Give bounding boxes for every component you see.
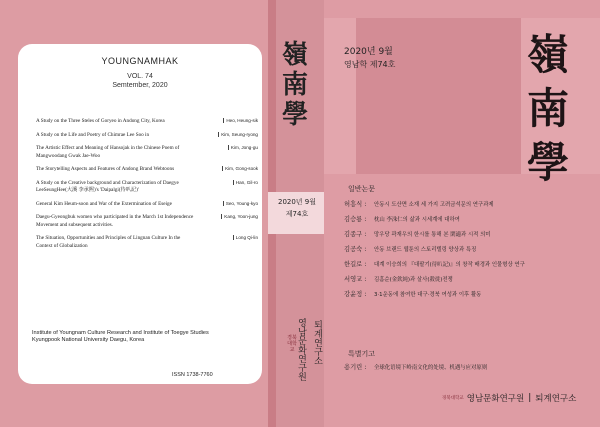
toc-item: [36, 145, 258, 160]
toc-item-author: Kim, Gong-sook: [222, 166, 258, 171]
table-of-contents: [36, 118, 258, 256]
toc-item: [36, 166, 258, 174]
front-title-char: 嶺: [526, 30, 569, 79]
toc-item: [36, 118, 258, 126]
list-item: [344, 214, 600, 229]
back-cover-header: [18, 56, 262, 90]
spine-title-char: 嶺: [281, 40, 308, 70]
toc-item: [36, 180, 258, 195]
publisher-institute-2: 퇴계연구소: [535, 394, 577, 404]
toc-item: [36, 132, 258, 140]
spine-title: [281, 40, 309, 130]
article-author: 서영교 :: [344, 276, 367, 283]
spine-title-char: 南: [281, 70, 308, 100]
spine-issue-date: 2020년 9월: [277, 198, 317, 206]
issn: ISSN 1738-7760: [172, 372, 213, 378]
article-author: 강윤정 :: [344, 291, 367, 298]
volume: VOL. 74: [127, 73, 153, 80]
article-title: 망우당 곽재우의 한시를 통해 본 閑適과 시적 의미: [374, 232, 491, 238]
spine-issue-number: 제74호: [285, 210, 309, 218]
publisher: [442, 392, 576, 404]
front-issue-date: 2020년 9월: [344, 47, 393, 57]
article-author: 허흥식 :: [344, 201, 367, 208]
front-cover-inner-panel: [356, 18, 521, 174]
article-title: 안동시 도산면 소재 세 가지 고려금석문의 연구과제: [374, 202, 494, 208]
magazine-title: YOUNGNAMHAK: [101, 56, 179, 66]
front-title-char: 學: [526, 138, 569, 187]
article-author: 용기린 :: [344, 364, 367, 371]
toc-item-title: Daegu-Gyeongbuk women who participated in the March 1st Independence Movement and subsequent activities.: [36, 214, 194, 228]
article-title: 안동 브랜드 웹툰의 스토리텔링 양상과 특징: [374, 247, 477, 253]
toc-item-author: Kim, Jong-gu: [228, 145, 258, 150]
institute-address: Institute of Youngnam Culture Research and Institute of Toegye Studies Kyungpook National University Daegu, Korea: [32, 330, 209, 343]
list-item: [344, 289, 600, 304]
spine-issue: [272, 196, 322, 220]
toc-item-title: The Situation, Opportunities and Principles of Lingnan Culture In the Context of Globalization: [36, 235, 181, 249]
toc-item-title: A Study on the Three Steles of Goryeo in Andong City, Korea: [36, 118, 165, 124]
toc-item-author: Kim, Seung-ryong: [218, 132, 258, 137]
toc-item-author: Long Qi-lin: [233, 235, 258, 240]
front-title: [520, 28, 576, 190]
issue-date: Semtember, 2020: [112, 82, 168, 89]
toc-item: [36, 201, 258, 209]
toc-item-author: Heo, Heung-sik: [223, 118, 258, 123]
section-special-heading: 특별기고: [348, 350, 376, 358]
article-author: 김종구 :: [344, 231, 367, 238]
publisher-institute-1: 영남문화연구원: [466, 394, 525, 404]
list-item: [344, 229, 600, 244]
spine-institute-1: 영남문화연구원: [296, 318, 306, 381]
university-logo-icon: 경북대학교: [442, 395, 464, 401]
university-logo-icon: 경북대학교: [287, 335, 297, 353]
toc-item-author: Kang, Yoon-jung: [221, 214, 258, 219]
article-title: 全球化语境下岭南文化的处境、机遇与应对原则: [374, 365, 488, 371]
section-general-heading: 일반논문: [348, 185, 376, 193]
article-title: 3·1운동에 참여한 대구·경북 여성과 이후 활동: [374, 292, 482, 298]
toc-item-title: A Study on the Creative background and Characterization of Daegye LeeSeungHee(大溪 李承熙)'s 'Daipalgi(待叭記)': [36, 179, 179, 193]
toc-item-title: A Study on the Life and Poetry of Chimrae Lee Soo in: [36, 131, 150, 138]
front-title-char: 南: [526, 84, 569, 133]
toc-item-title: The Artistic Effect and Meaning of Hansojak in the Chinese Poem of Mangwoodang Gwak Jae-Woo: [36, 145, 180, 159]
toc-item-title: The Storytelling Aspects and Features of Andong Brand Webtoons: [36, 166, 175, 172]
toc-item-title: General Kim Heum-soon and War of the Extermination of Eseige: [36, 200, 172, 207]
article-author: 김공숙 :: [344, 246, 367, 253]
toc-item: [36, 214, 258, 229]
toc-item-author: Seo, Young-kyo: [223, 201, 258, 206]
front-issue-number: 영남학 제74호: [344, 60, 396, 69]
spine-institute-2: 퇴계연구소: [312, 320, 322, 365]
list-item: [344, 199, 600, 214]
list-item: [344, 259, 600, 274]
list-item: [344, 244, 600, 259]
list-item: [344, 274, 600, 289]
article-author: 한길로 :: [344, 261, 367, 268]
toc-item: [36, 235, 258, 250]
publisher-separator: |: [528, 393, 532, 403]
article-list: [344, 199, 600, 304]
front-issue: [344, 44, 424, 70]
spine-title-char: 學: [281, 100, 308, 130]
article-title: 枕山 李洙仁의 삶과 시세계에 대하여: [374, 217, 460, 223]
article-title: 김흠순(金欽純)과 살사(殺徙)전쟁: [374, 277, 453, 283]
back-cover-card: [18, 44, 262, 384]
toc-item-author: Han, Gil-ro: [233, 180, 258, 185]
article-title: 대계 이승희의 『대팔기(待叭記)』의 창작 배경과 인물형상 연구: [374, 262, 525, 268]
article-author: 김승룡 :: [344, 216, 367, 223]
special-article: [344, 362, 487, 371]
